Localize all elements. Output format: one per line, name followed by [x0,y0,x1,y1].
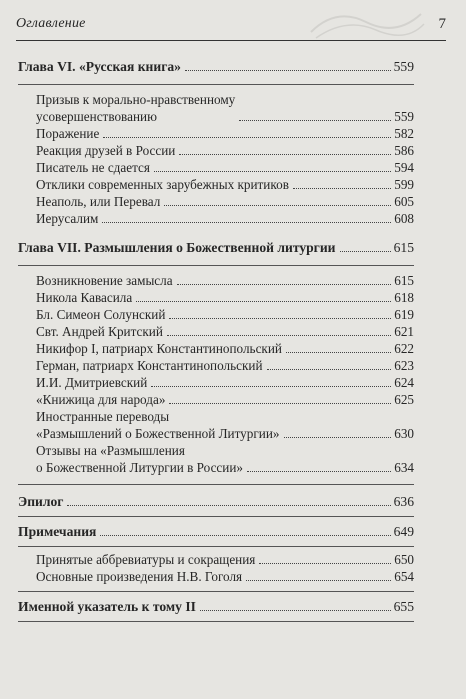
leader-dots [267,369,392,370]
toc-entry-page: 622 [394,341,414,356]
leader-dots [340,251,391,252]
leader-dots [246,580,391,581]
toc-entry-title: Поражение [36,126,100,141]
toc-entry[interactable] [36,193,414,210]
toc-entry[interactable] [36,323,414,340]
toc-entry-title: Призыв к морально-нравственному усовершенствованию [36,92,236,124]
section-divider [18,516,414,517]
toc-entry-page: 624 [394,375,414,390]
toc-entry[interactable] [36,176,414,193]
toc-chapter-6[interactable] [18,58,414,75]
leader-dots [200,610,391,611]
leader-dots [169,403,391,404]
toc-entry-page: 608 [394,211,414,226]
toc-entry[interactable] [36,551,414,568]
toc-entry[interactable] [36,374,414,391]
toc-entry-page: 636 [393,494,414,509]
toc-entry-title: Примечания [18,524,97,539]
toc-index[interactable] [18,598,414,615]
toc-entry-title: Писатель не сдается [36,160,150,175]
toc-entry-title: Герман, патриарх Константинопольский [36,358,263,373]
toc-entry-title: Иностранные переводы «Размышлений о Божественной Литургии» [36,409,280,441]
leader-dots [179,154,391,155]
toc-notes[interactable] [18,523,414,540]
leader-dots [247,471,391,472]
table-of-contents [18,48,414,622]
leader-dots [164,205,391,206]
toc-entry-page: 630 [394,426,414,441]
toc-entry-title: Иерусалим [36,211,99,226]
toc-entry-page: 623 [394,358,414,373]
toc-entry-page: 599 [394,177,414,192]
toc-epilog[interactable] [18,493,414,510]
toc-entry-title: Глава VII. Размышления о Божественной литургии [18,240,336,255]
toc-entry-title: Отзывы на «Размышления о Божественной Литургии в России» [36,443,243,475]
toc-entry-page: 634 [394,460,414,475]
toc-entry[interactable] [36,306,414,323]
toc-entry-page: 618 [394,290,414,305]
toc-entry-page: 594 [394,160,414,175]
toc-entry-title: Возникновение замысла [36,273,173,288]
page-number: 7 [438,16,446,32]
section-divider [18,546,414,547]
leader-dots [286,352,391,353]
leader-dots [259,563,391,564]
toc-entry-title: Бл. Симеон Солунский [36,307,166,322]
toc-entry-title: Никифор I, патриарх Константинопольский [36,341,282,356]
toc-entry-page: 650 [394,552,414,567]
leader-dots [284,437,392,438]
toc-entry-page: 559 [394,109,414,124]
section-divider [18,265,414,266]
toc-entry[interactable] [36,357,414,374]
leader-dots [154,171,391,172]
toc-entry-page: 615 [394,273,414,288]
toc-entry[interactable] [36,210,414,227]
toc-entry[interactable] [36,289,414,306]
section-divider [18,591,414,592]
toc-entry[interactable] [36,340,414,357]
toc-entry-title: «Книжица для народа» [36,392,166,407]
toc-entry-title: Эпилог [18,494,64,509]
toc-entry[interactable] [36,272,414,289]
toc-entry-page: 621 [394,324,414,339]
leader-dots [100,535,390,536]
toc-chapter-7[interactable] [18,239,414,256]
toc-entry-title: Основные произведения Н.В. Гоголя [36,569,243,584]
leader-dots [103,137,391,138]
leader-dots [177,284,392,285]
toc-entry-title: Принятые аббревиатуры и сокращения [36,552,256,567]
toc-entry-title: Именной указатель к тому II [18,599,196,614]
leader-dots [151,386,391,387]
toc-entry-page: 586 [394,143,414,158]
toc-entry-title: Реакция друзей в России [36,143,176,158]
section-divider [18,84,414,85]
toc-entry-page: 619 [394,307,414,322]
toc-entry[interactable] [36,408,414,442]
toc-entry-title: Никола Кавасила [36,290,133,305]
header-rule [16,40,446,41]
toc-entry-title: Неаполь, или Перевал [36,194,161,209]
toc-entry-page: 605 [394,194,414,209]
toc-entry-title: Отклики современных зарубежных критиков [36,177,289,192]
running-head [16,16,446,36]
leader-dots [185,70,391,71]
toc-entry-page: 654 [394,569,414,584]
leader-dots [67,505,390,506]
toc-entry-page: 559 [393,59,414,74]
toc-entry-title: И.И. Дмитриевский [36,375,148,390]
leader-dots [167,335,391,336]
running-title: Оглавление [16,16,86,31]
toc-entry[interactable] [36,568,414,585]
toc-entry-page: 615 [393,240,414,255]
toc-entry-title: Глава VI. «Русская книга» [18,59,181,74]
toc-entry[interactable] [36,91,414,125]
toc-entry-page: 625 [394,392,414,407]
section-divider [18,484,414,485]
toc-entry[interactable] [36,391,414,408]
toc-entry-page: 655 [393,599,414,614]
leader-dots [102,222,391,223]
toc-entry[interactable] [36,442,414,476]
toc-entry-title: Свт. Андрей Критский [36,324,163,339]
leader-dots [136,301,391,302]
leader-dots [239,120,391,121]
leader-dots [293,188,391,189]
toc-entry-page: 649 [393,524,414,539]
leader-dots [169,318,391,319]
toc-entry[interactable] [36,142,414,159]
toc-entry[interactable] [36,159,414,176]
section-divider [18,621,414,622]
toc-entry[interactable] [36,125,414,142]
toc-entry-page: 582 [394,126,414,141]
